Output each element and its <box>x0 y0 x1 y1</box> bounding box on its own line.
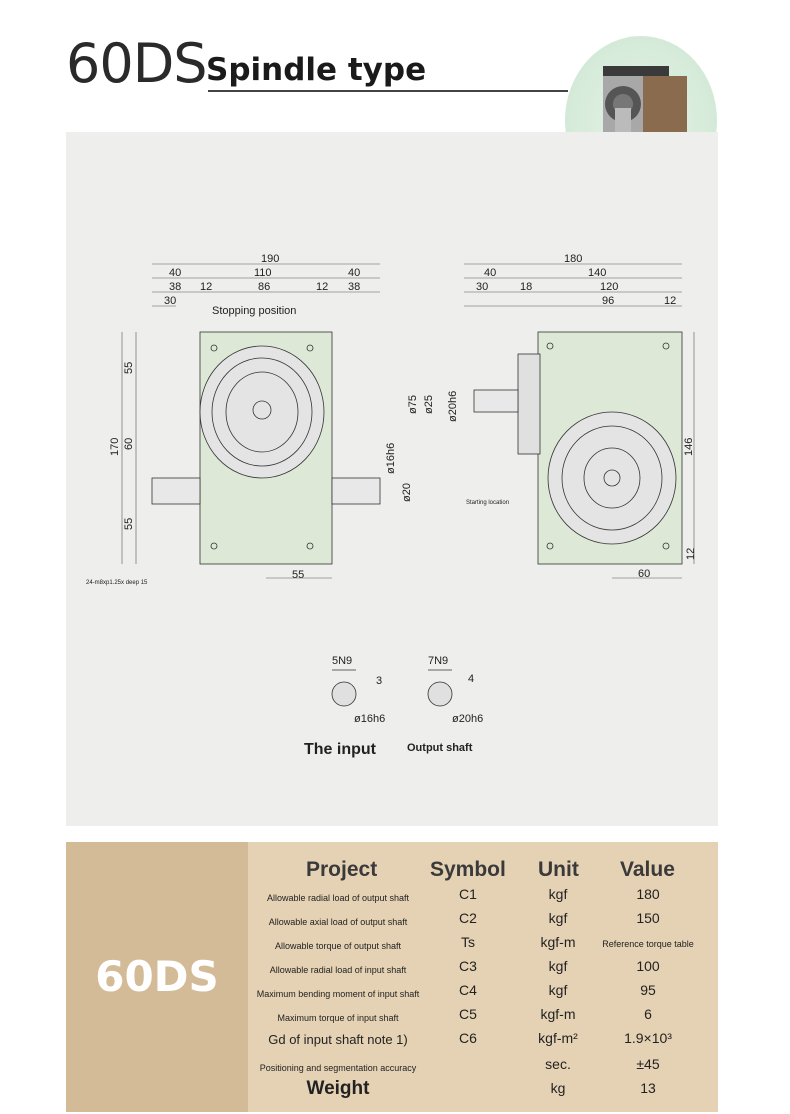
row-project: Allowable torque of output shaft <box>274 941 402 951</box>
subtitle-heading: Spindle type <box>206 52 427 88</box>
dim-170: 170 <box>109 437 121 456</box>
row-unit: kg <box>550 1080 566 1096</box>
side-view <box>474 332 682 564</box>
technical-drawing <box>66 132 718 826</box>
header-project: Project <box>306 858 378 881</box>
row-symbol: C1 <box>459 886 477 902</box>
input-key-detail <box>332 670 356 706</box>
table-row <box>248 1006 718 1030</box>
dim-55-top: 55 <box>123 361 135 374</box>
row-symbol: Ts <box>461 934 475 950</box>
spec-table-model: 60DS <box>95 952 219 1001</box>
side-dim-phi20h6: ø20h6 <box>447 390 459 422</box>
table-row <box>248 910 718 934</box>
row-symbol: C6 <box>459 1030 477 1046</box>
starting-location-label: Starting location <box>466 500 510 506</box>
row-project: Maximum bending moment of input shaft <box>256 989 420 999</box>
row-project: Allowable radial load of output shaft <box>266 893 410 903</box>
row-value: 100 <box>636 958 660 974</box>
row-value: 1.9×10³ <box>624 1030 672 1046</box>
row-project: Weight <box>306 1078 370 1099</box>
table-row <box>248 1080 718 1104</box>
row-unit: kgf-m <box>540 1006 576 1022</box>
dim-40-left: 40 <box>169 267 182 279</box>
row-unit: kgf <box>548 958 568 974</box>
header-symbol: Symbol <box>430 858 506 881</box>
output-key-detail <box>428 670 452 706</box>
row-project: Maximum torque of input shaft <box>277 1013 399 1023</box>
row-symbol: C4 <box>459 982 477 998</box>
heading-underline <box>208 90 568 92</box>
dim-12-right: 12 <box>316 281 329 293</box>
side-dim-phi75: ø75 <box>407 395 419 414</box>
dim-30: 30 <box>164 295 177 307</box>
row-unit: kgf <box>548 886 568 902</box>
side-dim-146: 146 <box>683 437 695 456</box>
table-row <box>248 934 718 958</box>
output-key-width: 7N9 <box>428 655 449 667</box>
mount-note: 24-m8xp1.25x deep 15 <box>86 580 148 586</box>
side-dim-18: 18 <box>520 281 533 293</box>
output-key-depth: 4 <box>468 673 475 685</box>
row-unit: sec. <box>545 1056 571 1072</box>
row-value: 180 <box>636 886 660 902</box>
row-value: 150 <box>636 910 660 926</box>
dim-40-right: 40 <box>348 267 361 279</box>
row-symbol: C5 <box>459 1006 477 1022</box>
dim-phi16h6: ø16h6 <box>385 442 397 474</box>
table-row <box>248 1030 718 1054</box>
row-unit: kgf <box>548 910 568 926</box>
row-value: 13 <box>640 1080 656 1096</box>
side-dim-30: 30 <box>476 281 489 293</box>
row-value: 6 <box>644 1006 652 1022</box>
side-dim-phi25: ø25 <box>423 395 435 414</box>
stopping-position-label: Stopping position <box>212 305 297 317</box>
row-project: Allowable radial load of input shaft <box>269 965 407 975</box>
header-value: Value <box>620 858 675 881</box>
dim-55-bottom: 55 <box>123 517 135 530</box>
row-unit: kgf-m² <box>538 1030 578 1046</box>
row-value: 95 <box>640 982 656 998</box>
dim-55-base: 55 <box>292 569 305 581</box>
side-dim-120: 120 <box>600 281 619 293</box>
row-project: Positioning and segmentation accuracy <box>259 1063 417 1073</box>
row-unit: kgf <box>548 982 568 998</box>
drawing-panel <box>66 132 718 826</box>
dim-38-right: 38 <box>348 281 361 293</box>
table-row <box>248 1056 718 1080</box>
model-heading: 60DS <box>66 32 207 95</box>
output-key-diameter: ø20h6 <box>452 713 484 725</box>
row-value: Reference torque table <box>602 939 694 949</box>
row-symbol: C3 <box>459 958 477 974</box>
row-symbol: C2 <box>459 910 477 926</box>
side-dim-60: 60 <box>638 568 651 580</box>
output-caption: Output shaft <box>407 742 473 754</box>
row-value: ±45 <box>636 1056 660 1072</box>
header-unit: Unit <box>538 858 579 881</box>
side-dim-12-bottom: 12 <box>685 547 697 560</box>
input-caption: The input <box>304 741 376 758</box>
dim-110: 110 <box>254 267 272 279</box>
row-unit: kgf-m <box>540 934 576 950</box>
dim-phi20: ø20 <box>401 483 413 502</box>
row-project: Allowable axial load of output shaft <box>268 917 408 927</box>
side-dim-140: 140 <box>588 267 607 279</box>
input-key-depth: 3 <box>376 675 383 687</box>
front-view <box>152 332 380 564</box>
table-row <box>248 982 718 1006</box>
dim-12-left: 12 <box>200 281 213 293</box>
row-project: Gd of input shaft note 1) <box>268 1032 408 1047</box>
dim-86: 86 <box>258 281 271 293</box>
input-key-diameter: ø16h6 <box>354 713 386 725</box>
side-dim-180: 180 <box>564 253 583 265</box>
side-dim-96: 96 <box>602 295 615 307</box>
dim-190: 190 <box>261 253 280 265</box>
side-dim-40: 40 <box>484 267 497 279</box>
table-row <box>248 958 718 982</box>
side-dim-12-top: 12 <box>664 295 677 307</box>
table-row <box>248 886 718 910</box>
dim-60: 60 <box>123 437 135 450</box>
dim-38-left: 38 <box>169 281 182 293</box>
input-key-width: 5N9 <box>332 655 353 667</box>
